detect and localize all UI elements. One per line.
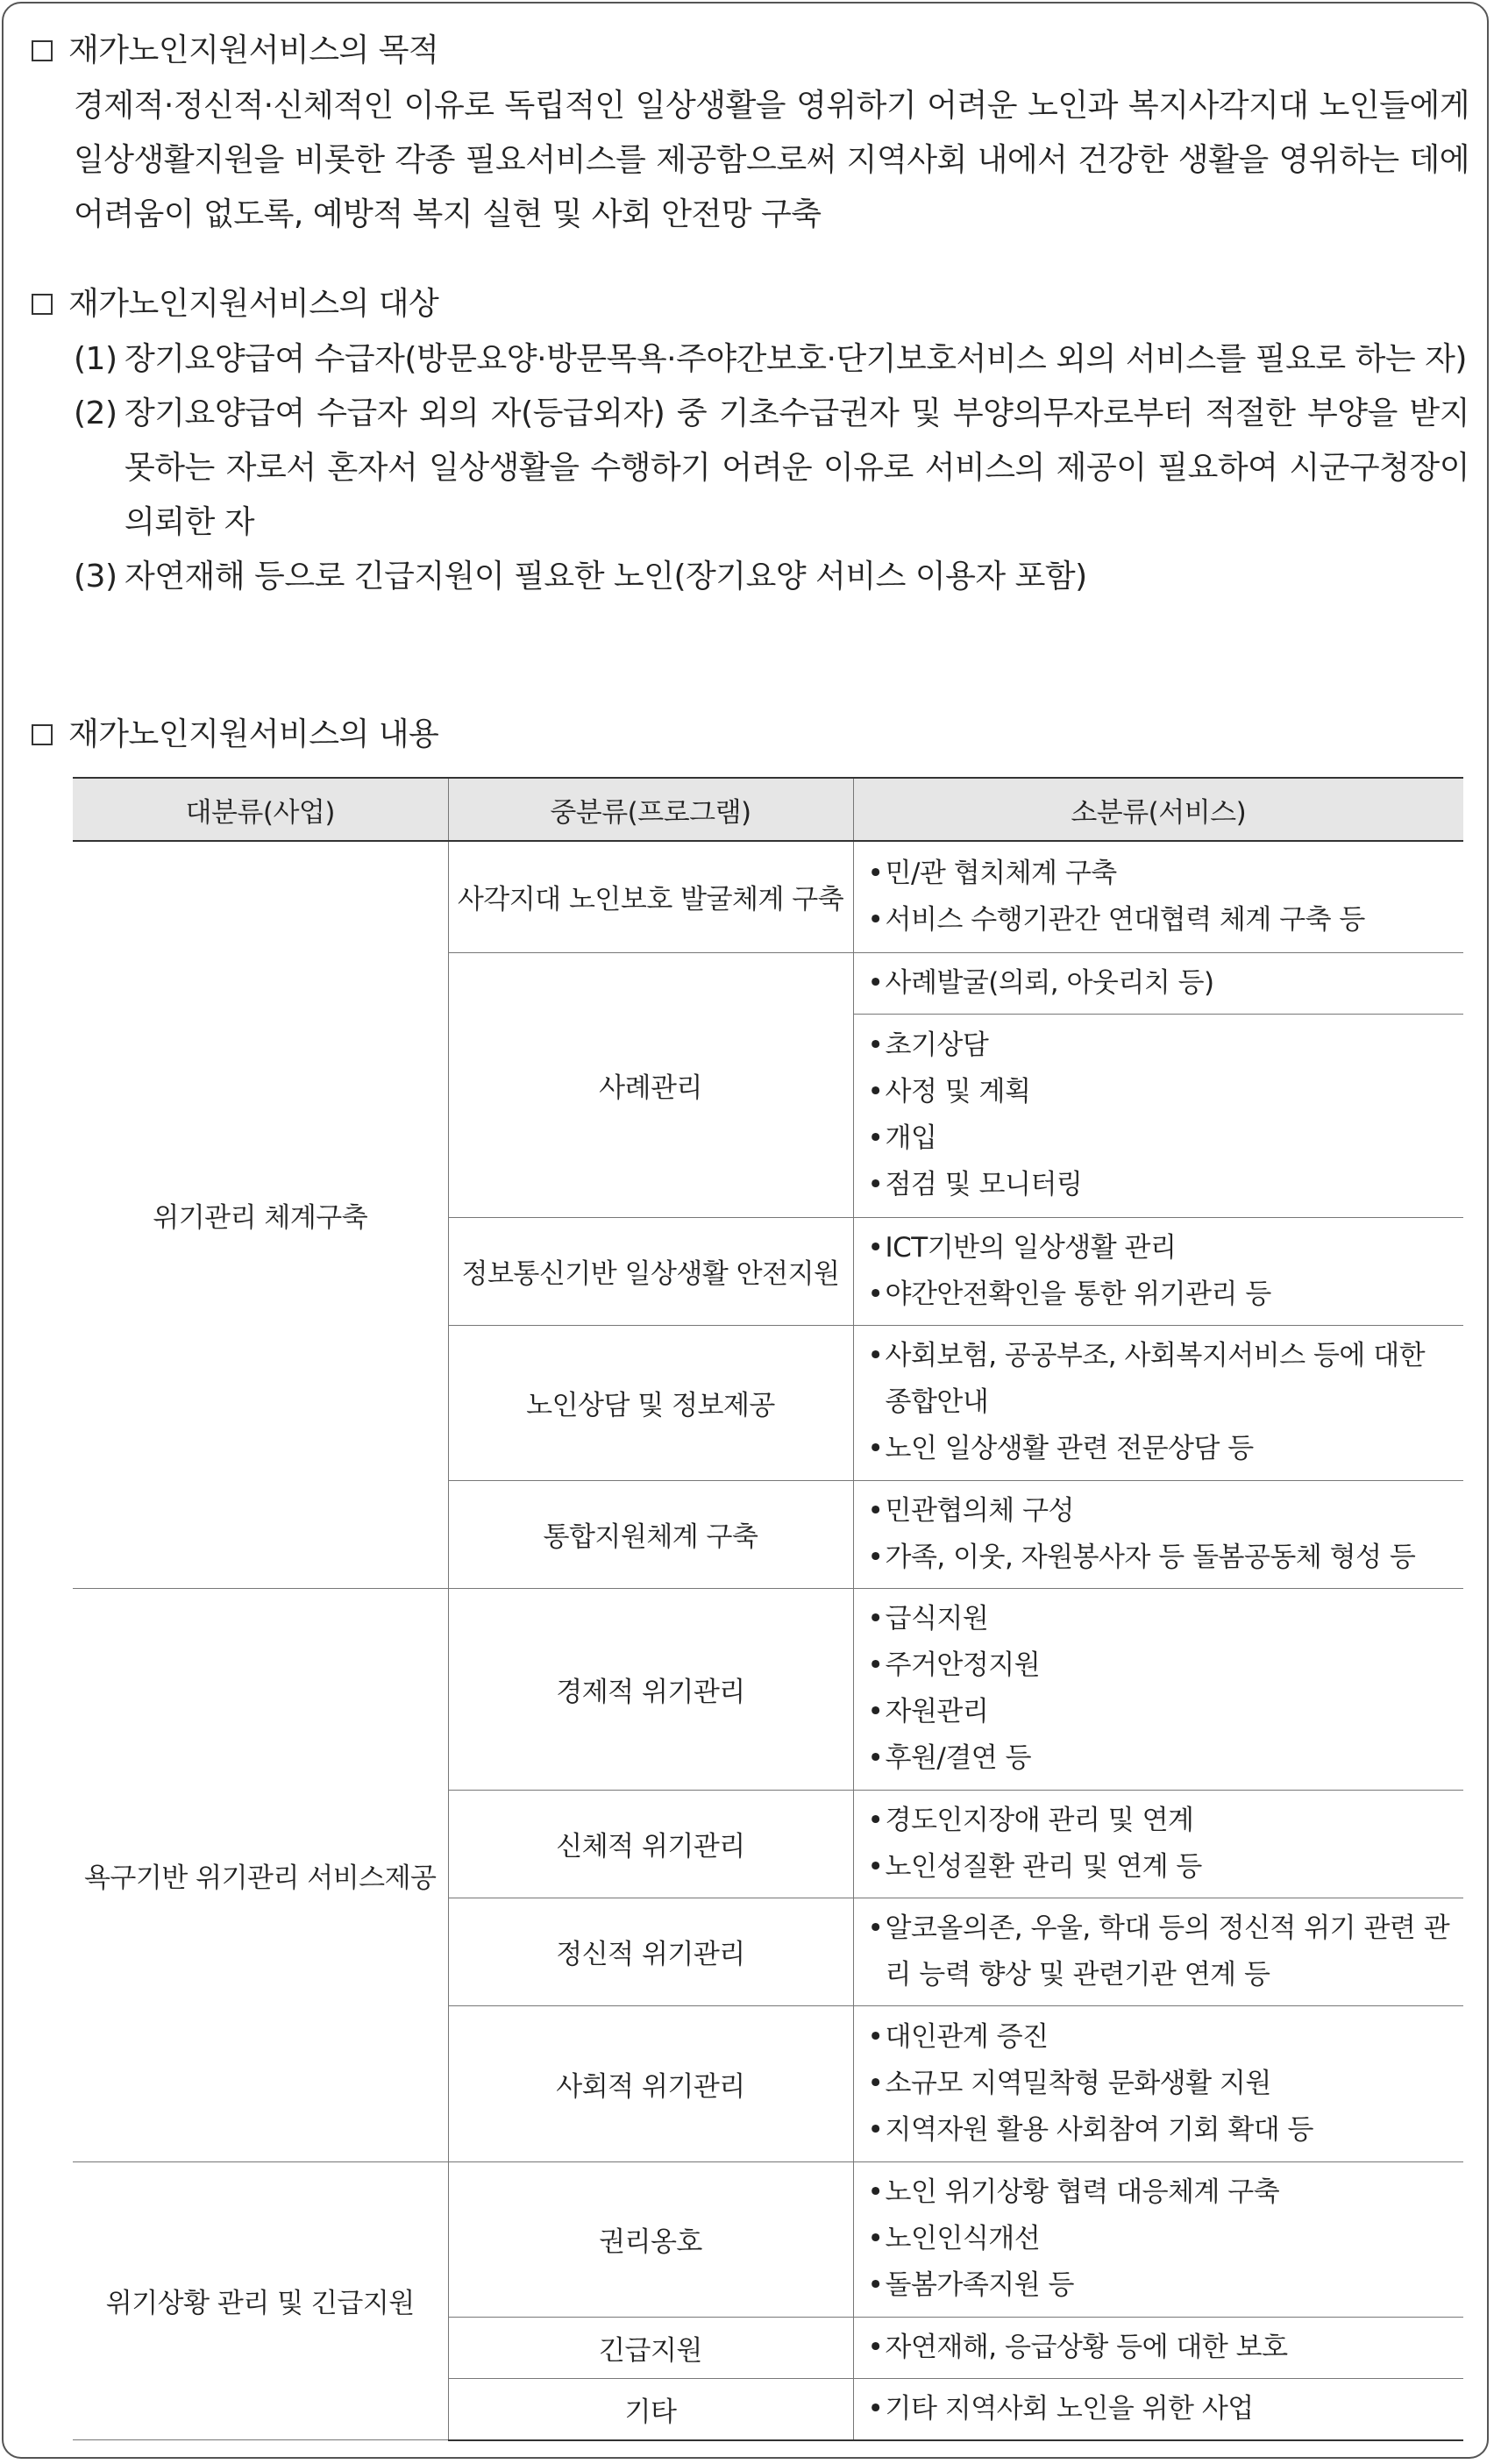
- major-category-cell: 욕구기반 위기관리 서비스제공: [73, 1588, 448, 2161]
- target-item-number: (1): [74, 341, 117, 377]
- middle-category-cell: 신체적 위기관리: [448, 1790, 853, 1898]
- middle-category-cell: 사회적 위기관리: [448, 2005, 853, 2161]
- middle-category-cell: 사례관리: [448, 952, 853, 1217]
- list-item: • 주거안정지원: [868, 1642, 1452, 1689]
- services-table: [73, 777, 1463, 2441]
- service-cell: [853, 2161, 1463, 2317]
- target-title: 재가노인지원서비스의 대상: [68, 286, 439, 322]
- middle-category-cell: 정신적 위기관리: [448, 1898, 853, 2005]
- target-item-text: 장기요양급여 수급자(방문요양·방문목욕·주야간보호·단기보호서비스 외의 서비스를 필요로 하는 자): [125, 341, 1467, 377]
- target-heading: [32, 283, 1469, 325]
- target-item: [74, 550, 1469, 604]
- service-cell: [853, 1588, 1463, 1790]
- list-item: • 사례발굴(의뢰, 아웃리치 등): [868, 960, 1452, 1007]
- list-item: • 가족, 이웃, 자원봉사자 등 돌봄공동체 형성 등: [868, 1535, 1452, 1581]
- target-item-text: 장기요양급여 수급자 외의 자(등급외자) 중 기초수급권자 및 부양의무자로부터 적절한 부양을 받지 못하는 자로서 혼자서 일상생활을 수행하기 어려운 이유로 서비스의 제공이 필요하여 시군구청장이 의뢰한 자: [125, 395, 1469, 540]
- list-item: • 민관협의체 구성: [868, 1488, 1452, 1535]
- table-row: [73, 2161, 1463, 2317]
- list-item: • 경도인지장애 관리 및 연계: [868, 1798, 1452, 1844]
- header-minor: 소분류(서비스): [853, 778, 1463, 841]
- list-item: • 자원관리: [868, 1689, 1452, 1735]
- list-item: • 알코올의존, 우울, 학대 등의 정신적 위기 관련 관리 능력 향상 및 관련기관 연계 등: [868, 1905, 1452, 1998]
- service-cell: [853, 1014, 1463, 1217]
- list-item: • 지역자원 활용 사회참여 기회 확대 등: [868, 2107, 1452, 2154]
- list-item: • 급식지원: [868, 1596, 1452, 1642]
- list-item: • 사회보험, 공공부조, 사회복지서비스 등에 대한 종합안내: [868, 1333, 1452, 1426]
- middle-category-cell: 권리옹호: [448, 2161, 853, 2317]
- list-item: • 개입: [868, 1115, 1452, 1162]
- content-title: 재가노인지원서비스의 내용: [68, 716, 439, 752]
- list-item: • 자연재해, 응급상황 등에 대한 보호: [868, 2325, 1452, 2371]
- service-cell: [853, 1898, 1463, 2005]
- middle-category-cell: 통합지원체계 구축: [448, 1480, 853, 1588]
- table-row: [73, 841, 1463, 952]
- list-item: • 소규모 지역밀착형 문화생활 지원: [868, 2061, 1452, 2107]
- middle-category-cell: 정보통신기반 일상생활 안전지원: [448, 1217, 853, 1325]
- middle-category-cell: 노인상담 및 정보제공: [448, 1325, 853, 1480]
- list-item: • 초기상담: [868, 1022, 1452, 1069]
- list-item: • 야간안전확인을 통한 위기관리 등: [868, 1271, 1452, 1318]
- list-item: • 민/관 협치체계 구축: [868, 851, 1452, 897]
- checkbox-square-icon: [32, 294, 53, 315]
- list-item: • 기타 지역사회 노인을 위한 사업: [868, 2386, 1452, 2432]
- list-item: • 노인 일상생활 관련 전문상담 등: [868, 1426, 1452, 1472]
- list-item: • 점검 및 모니터링: [868, 1162, 1452, 1208]
- middle-category-cell: 사각지대 노인보호 발굴체계 구축: [448, 841, 853, 952]
- target-item-number: (3): [74, 559, 117, 595]
- service-cell: [853, 1325, 1463, 1480]
- target-item: [74, 332, 1469, 387]
- table-row: [73, 1588, 1463, 1790]
- list-item: • 돌봄가족지원 등: [868, 2262, 1452, 2309]
- target-item-text: 자연재해 등으로 긴급지원이 필요한 노인(장기요양 서비스 이용자 포함): [125, 559, 1087, 595]
- content-section: [32, 714, 1469, 756]
- table-header-row: [73, 778, 1463, 841]
- major-category-cell: 위기상황 관리 및 긴급지원: [73, 2161, 448, 2440]
- target-section: [32, 283, 1469, 604]
- checkbox-square-icon: [32, 40, 53, 61]
- purpose-title: 재가노인지원서비스의 목적: [68, 32, 439, 68]
- list-item: • 서비스 수행기관간 연대협력 체계 구축 등: [868, 897, 1452, 944]
- middle-category-cell: 긴급지원: [448, 2317, 853, 2378]
- list-item: • 노인성질환 관리 및 연계 등: [868, 1844, 1452, 1891]
- service-cell: [853, 1480, 1463, 1588]
- service-cell: [853, 1790, 1463, 1898]
- middle-category-cell: 기타: [448, 2378, 853, 2440]
- list-item: • 노인 위기상황 협력 대응체계 구축: [868, 2169, 1452, 2216]
- checkbox-square-icon: [32, 724, 53, 745]
- service-cell: [853, 2005, 1463, 2161]
- list-item: • 노인인식개선: [868, 2216, 1452, 2262]
- service-cell: [853, 2317, 1463, 2378]
- list-item: • 대인관계 증진: [868, 2014, 1452, 2061]
- list-item: • 사정 및 계획: [868, 1069, 1452, 1115]
- list-item: • 후원/결연 등: [868, 1735, 1452, 1782]
- service-cell: [853, 952, 1463, 1014]
- purpose-body: 경제적·정신적·신체적인 이유로 독립적인 일상생활을 영위하기 어려운 노인과 복지사각지대 노인들에게 일상생활지원을 비롯한 각종 필요서비스를 제공함으로써 지역사회 내에서 건강한 생활을 영위하는 데에 어려움이 없도록, 예방적 복지 실현 및 사회 안전망 구축: [74, 88, 1469, 232]
- list-item: • ICT기반의 일상생활 관리: [868, 1225, 1452, 1271]
- header-middle: 중분류(프로그램): [448, 778, 853, 841]
- target-item-number: (2): [74, 395, 117, 431]
- target-item: [74, 387, 1469, 550]
- service-cell: [853, 2378, 1463, 2440]
- header-major: 대분류(사업): [73, 778, 448, 841]
- major-category-cell: 위기관리 체계구축: [73, 841, 448, 1588]
- purpose-heading: [32, 30, 1469, 72]
- content-heading: [32, 714, 1469, 756]
- middle-category-cell: 경제적 위기관리: [448, 1588, 853, 1790]
- service-cell: [853, 1217, 1463, 1325]
- service-cell: [853, 841, 1463, 952]
- purpose-section: [32, 30, 1469, 242]
